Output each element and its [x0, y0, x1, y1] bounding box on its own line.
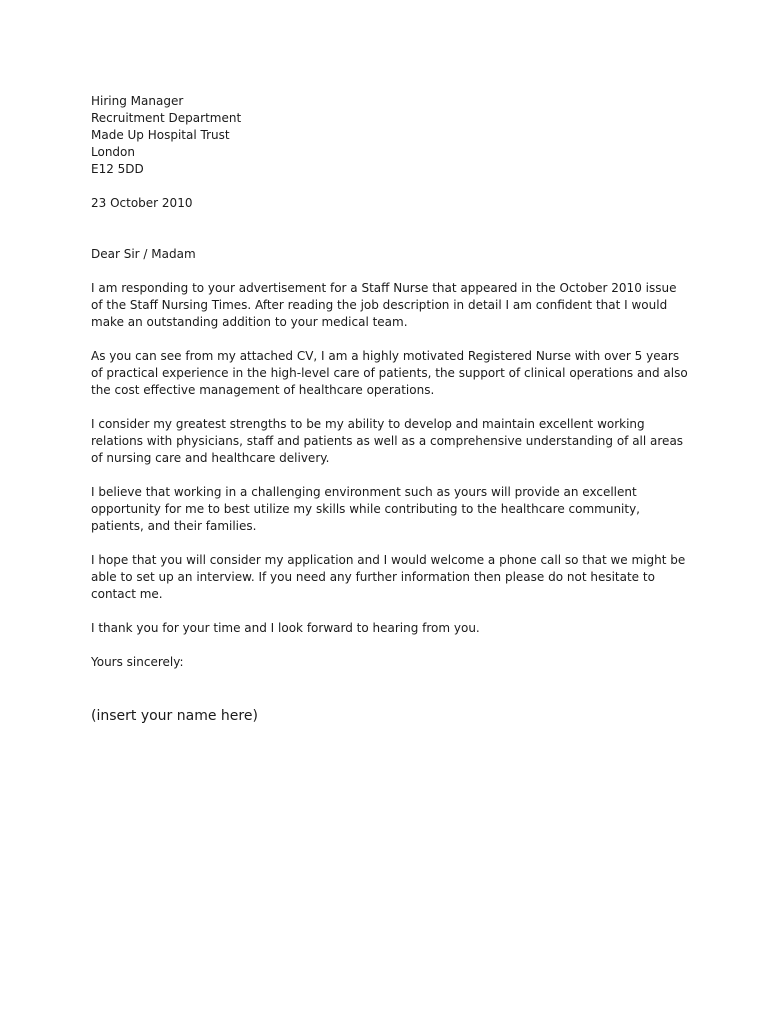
- recipient-line: E12 5DD: [91, 162, 144, 176]
- body-paragraph: I am responding to your advertisement for a Staff Nurse that appeared in the October 2010 issue of the Staff Nursing Times. After reading the job description in detail I am confident that I would make an outstanding addition to your medical team.: [91, 281, 677, 329]
- body-paragraph: I believe that working in a challenging environment such as yours will provide an excellent opportunity for me to best utilize my skills while contributing to the healthcare community, patients, and their families.: [91, 485, 640, 533]
- salutation: Dear Sir / Madam: [91, 247, 196, 261]
- body-paragraph: I hope that you will consider my application and I would welcome a phone call so that we might be able to set up an interview. If you need any further information then please do not hesitate to contact me.: [91, 553, 686, 601]
- closing: Yours sincerely:: [91, 655, 184, 669]
- signature-placeholder: (insert your name here): [91, 708, 258, 724]
- cover-letter: [91, 93, 691, 726]
- recipient-line: Hiring Manager: [91, 94, 184, 108]
- body-paragraph: I consider my greatest strengths to be my ability to develop and maintain excellent working relations with physicians, staff and patients as well as a comprehensive understanding of all areas of nursing care and healthcare delivery.: [91, 417, 684, 465]
- body-paragraph: As you can see from my attached CV, I am a highly motivated Registered Nurse with over 5 years of practical experience in the high-level care of patients, the support of clinical operations and also the cost effective management of healthcare operations.: [91, 349, 688, 397]
- recipient-address: [91, 93, 691, 178]
- letter-date: 23 October 2010: [91, 196, 193, 210]
- body-paragraph: I thank you for your time and I look forward to hearing from you.: [91, 621, 480, 635]
- recipient-line: Made Up Hospital Trust: [91, 128, 230, 142]
- recipient-line: London: [91, 145, 135, 159]
- recipient-line: Recruitment Department: [91, 111, 242, 125]
